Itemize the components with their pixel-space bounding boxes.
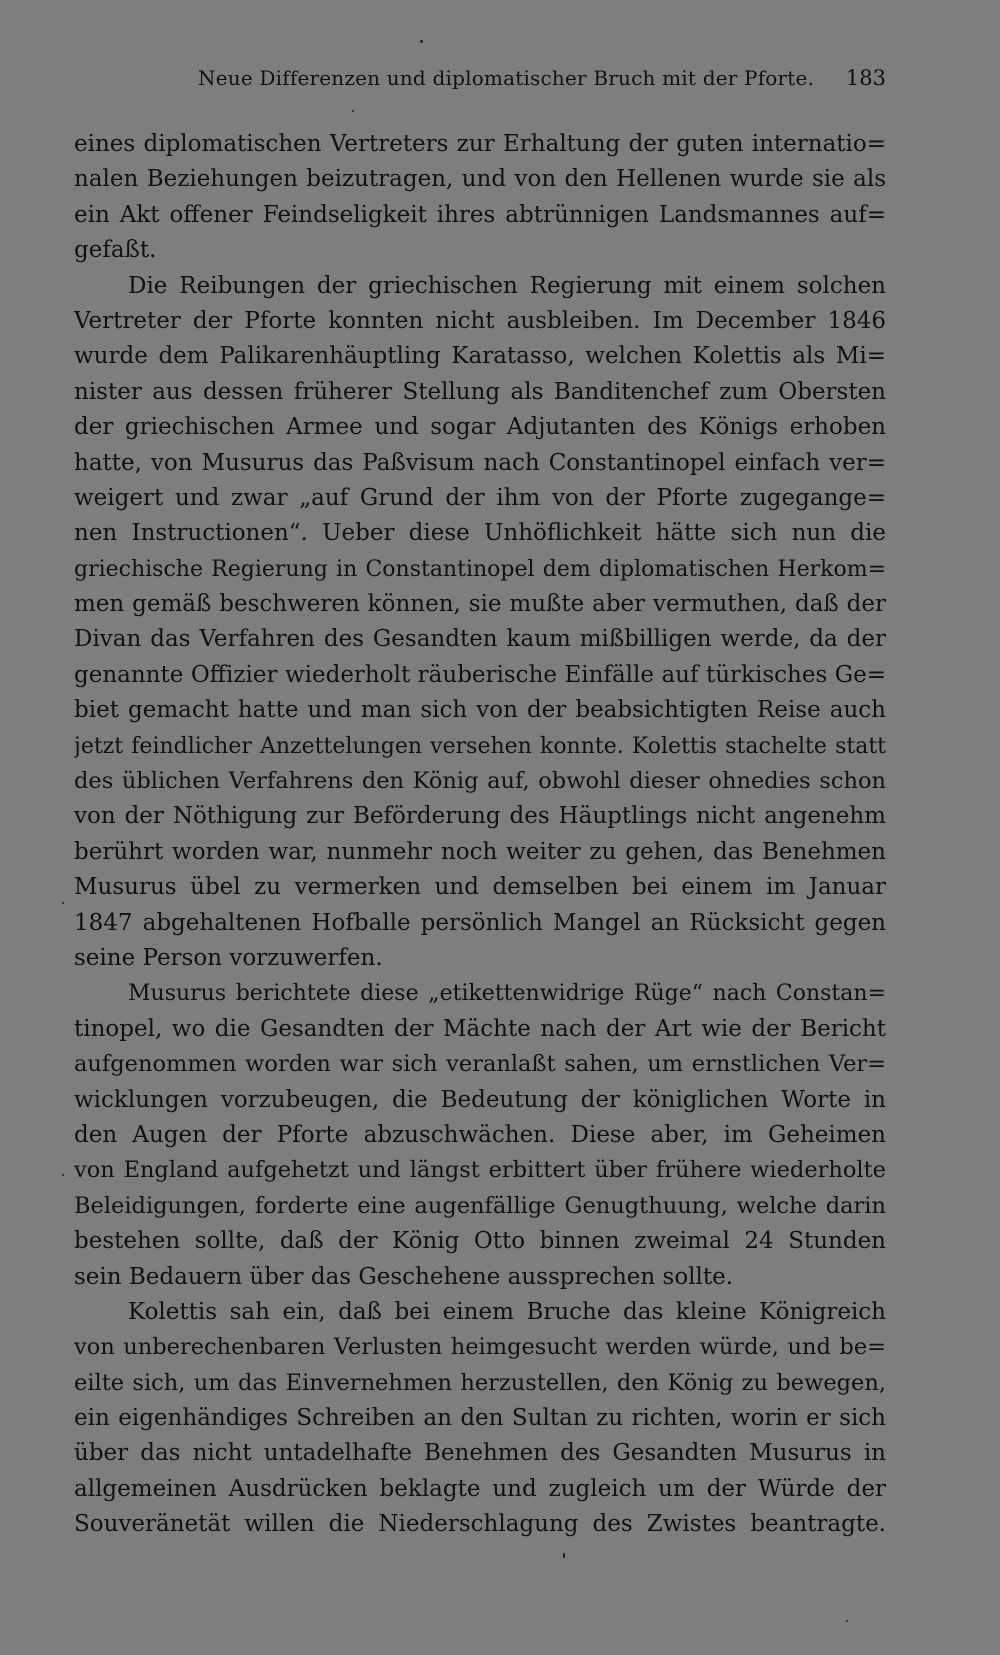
text-line: eines diplomatischen Vertreters zur Erhaltung der guten internatio= [74,131,886,157]
scan-speck [62,1174,64,1176]
text-line: ein eigenhändiges Schreiben an den Sultan zu richten, worin er sich [74,1405,886,1432]
text-line: von England aufgehetzt und längst erbittert über frühere wiederholte [74,1157,886,1184]
scan-speck [62,902,64,904]
text-line: nalen Beziehungen beizutragen, und von den Hellenen wurde sie als [74,166,886,193]
paragraph-start-line: Kolettis sah ein, daß bei einem Bruche das kleine Königreich [128,1298,886,1325]
page-number: 183 [845,66,886,90]
scan-speck [563,1553,565,1558]
paragraph-start-line: Musurus berichtete diese „etikettenwidrige Rüge“ nach Constan= [128,981,886,1007]
scan-speck [846,1620,848,1622]
text-line: men gemäß beschweren können, sie mußte aber vermuthen, daß der [74,591,886,618]
text-line: über das nicht untadelhafte Benehmen des Gesandten Musurus in [74,1440,886,1467]
text-line: Beleidigungen, forderte eine augenfällige Genugthuung, welche darin [74,1192,886,1219]
text-line: Vertreter der Pforte konnten nicht ausbleiben. Im December 1846 [74,307,886,334]
text-line: tinopel, wo die Gesandten der Mächte nach der Art wie der Bericht [74,1015,886,1042]
text-line: eilte sich, um das Einvernehmen herzustellen, den König zu bewegen, [74,1369,886,1396]
text-line: aufgenommen worden war sich veranlaßt sahen, um ernstlichen Ver= [74,1051,886,1078]
scan-speck [352,110,354,112]
text-line: 1847 abgehaltenen Hofballe persönlich Mangel an Rücksicht gegen [74,909,886,936]
text-line: von der Nöthigung zur Beförderung des Häuptlings nicht angenehm [74,803,886,830]
text-line: Souveränetät willen die Niederschlagung des Zwistes beantragte. [74,1511,886,1538]
paragraph-end-line: sein Bedauern über das Geschehene aussprechen sollte. [74,1263,734,1290]
paragraph-start-line: Die Reibungen der griechischen Regierung mit einem solchen [128,272,886,299]
text-line: weigert und zwar „auf Grund der ihm von der Pforte zugegange= [74,484,886,511]
text-line: Divan das Verfahren des Gesandten kaum mißbilligen werde, da der [74,626,886,653]
paragraph-end-line: gefaßt. [74,237,157,264]
text-line: wicklungen vorzubeugen, die Bedeutung der königlichen Worte in [74,1086,886,1113]
text-line: ein Akt offener Feindseligkeit ihres abtrünnigen Landsmannes auf= [74,201,886,228]
page-header [74,66,886,100]
text-line: jetzt feindlicher Anzettelungen versehen konnte. Kolettis stachelte statt [74,733,886,759]
text-line: bestehen sollte, daß der König Otto binnen zweimal 24 Stunden [74,1228,886,1255]
text-line: griechische Regierung in Constantinopel dem diplomatischen Herkom= [74,556,886,582]
text-line: allgemeinen Ausdrücken beklagte und zugleich um der Würde der [74,1475,886,1502]
text-line: den Augen der Pforte abzuschwächen. Diese aber, im Geheimen [74,1121,886,1148]
text-line: wurde dem Palikarenhäuptling Karatasso, welchen Kolettis als Mi= [74,343,886,370]
text-line: nen Instructionen“. Ueber diese Unhöflichkeit hätte sich nun die [74,520,886,547]
running-title: Neue Differenzen und diplomatischer Bruch mit der Pforte. [198,66,815,90]
body-text [74,127,886,1543]
text-line: nister aus dessen früherer Stellung als Banditenchef zum Obersten [74,378,886,405]
text-line: der griechischen Armee und sogar Adjutanten des Königs erhoben [74,414,886,441]
text-line: hatte, von Musurus das Paßvisum nach Constantinopel einfach ver= [74,449,886,476]
text-line: Musurus übel zu vermerken und demselben bei einem im Januar [74,874,886,901]
scan-speck [420,40,423,43]
text-line: von unberechenbaren Verlusten heimgesucht werden würde, und be= [74,1334,886,1361]
text-line: biet gemacht hatte und man sich von der beabsichtigten Reise auch [74,697,886,724]
text-line: berührt worden war, nunmehr noch weiter zu gehen, das Benehmen [74,838,886,865]
paragraph-end-line: seine Person vorzuwerfen. [74,944,383,971]
text-line: genannte Offizier wiederholt räuberische Einfälle auf türkisches Ge= [74,661,886,688]
text-line: des üblichen Verfahrens den König auf, obwohl dieser ohnedies schon [74,768,886,795]
